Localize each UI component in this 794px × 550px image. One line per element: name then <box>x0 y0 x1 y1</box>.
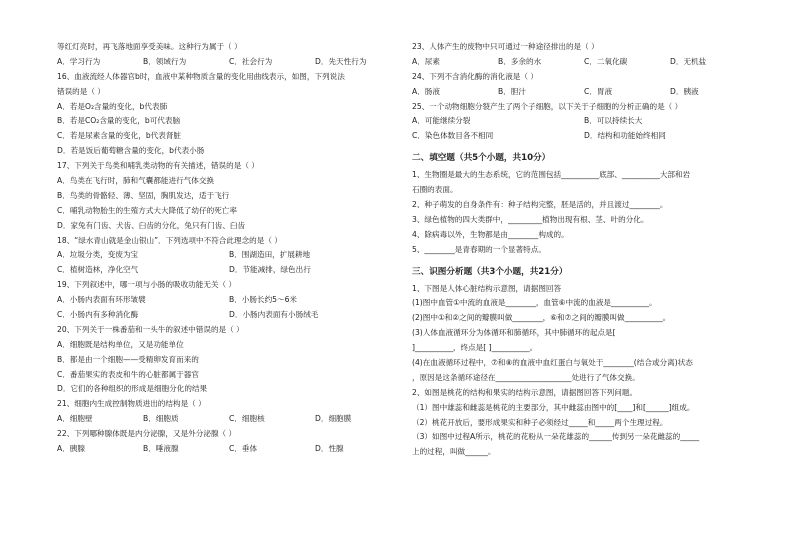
answer-option: D．细胞膜 <box>315 414 352 424</box>
question-line: (3)人体血液循环分为体循环和肺循环，其中肺循环的起点是[ <box>412 328 616 338</box>
answer-option: C．胃液 <box>584 86 613 96</box>
answer-option: C．染色体数目各不相同 <box>412 131 494 141</box>
answer-option: A．学习行为 <box>57 56 101 66</box>
question-line: 3、绿色植物的四大类群中，_________植物出现有根、茎、叶的分化。 <box>412 214 649 224</box>
section-heading: 三、识图分析题（共3个小题，共21分） <box>412 266 568 277</box>
options-row <box>57 55 402 70</box>
options-row <box>57 293 402 308</box>
question-line: C．哺乳动物胎生的生殖方式大大降低了幼仔的死亡率 <box>57 205 237 215</box>
question-line: A．细胞既是结构单位，又是功能单位 <box>57 339 184 349</box>
options-row <box>412 85 757 100</box>
right-column <box>412 40 757 460</box>
question-line: ]__________，终点是[ ]__________。 <box>412 343 538 353</box>
answer-option: A．胰腺 <box>57 444 85 454</box>
question-line: D．家兔有门齿、犬齿、臼齿的分化，兔只有门齿、臼齿 <box>57 220 246 230</box>
question-line: 21、细胞内生成控制物质进出的结构是（ ） <box>57 399 206 409</box>
question-line: B．鸟类的骨骼轻、薄、坚固，胸肌发达，适于飞行 <box>57 190 230 200</box>
answer-option: D．小肠内表面有小肠绒毛 <box>229 310 319 320</box>
answer-option: D．先天性行为 <box>315 56 367 66</box>
question-line: 23、人体产生的废物中只可通过一种途径排出的是（ ） <box>412 42 599 51</box>
question-line: C．番茄果实的表皮和牛的心脏都属于器官 <box>57 369 199 379</box>
answer-option: A．可能继续分裂 <box>412 116 471 126</box>
options-row <box>57 248 402 263</box>
answer-option: B．围湖造田，扩展耕地 <box>229 250 311 260</box>
answer-option: B．小肠长约5～6米 <box>229 295 298 305</box>
options-row <box>412 129 757 144</box>
question-line: 1、生物圈是最大的生态系统，它的范围包括__________底部、__________大部和岩 <box>412 170 691 180</box>
question-line: 17、下列关于鸟类和哺乳类动物的有关描述，错误的是（ ） <box>57 161 259 171</box>
answer-option: D．无机盐 <box>670 56 707 66</box>
options-row <box>412 55 757 70</box>
options-row <box>412 114 757 129</box>
answer-option: C．社会行为 <box>229 56 273 66</box>
answer-option: C．细胞核 <box>229 414 265 424</box>
question-line: 18、“绿水青山就是金山银山”．下列选项中不符合此理念的是（ ） <box>57 235 282 245</box>
question-line: 2、如图是桃花的结构和果实的结构示意图，请据图回答下列问题。 <box>412 387 638 397</box>
question-line: A．若是O₂含量的变化，b代表肺 <box>57 101 168 111</box>
question-line: C．若是尿素含量的变化，b代表肾脏 <box>57 131 182 141</box>
answer-option: B．领域行为 <box>143 56 187 66</box>
question-line: 石圈的表面。 <box>412 185 458 195</box>
answer-option: B．胆汁 <box>498 86 526 96</box>
answer-option: C．二氧化碳 <box>584 56 628 66</box>
answer-option: A．小肠内表面有环形皱襞 <box>57 295 146 305</box>
options-row <box>57 308 402 323</box>
answer-option: D．胰液 <box>670 86 699 96</box>
question-line: 上的过程，叫做______。 <box>412 447 496 457</box>
question-line: (2)图中①和②之间的瓣膜叫做________，⑥和⑦之间的瓣膜叫做__________。 <box>412 313 671 323</box>
question-line: D．若是饭后葡萄糖含量的变化，b代表小肠 <box>57 146 205 156</box>
answer-option: B．细胞质 <box>143 414 179 424</box>
question-line: B．若是CO₂含量的变化，b可代表脑 <box>57 116 181 126</box>
question-line: （1）图中雄蕊和雌蕊是桃花的主要部分，其中雌蕊由图中的[____]和[______]组成。 <box>412 402 695 412</box>
answer-option: B．可以持续长大 <box>584 116 643 126</box>
question-line: 16、血液流经人体器官b时，血液中某种物质含量的变化用曲线表示，如图，下列说法 <box>57 71 345 81</box>
question-line: 5、________是青春期的一个显著特点。 <box>412 244 546 254</box>
question-line: A．鸟类在飞行时，肺和气囊都能进行气体交换 <box>57 176 215 186</box>
answer-option: B．唾液腺 <box>143 444 179 454</box>
question-line: （3）如图中过程A所示，桃花的花粉从一朵花雄蕊的______传到另一朵花雌蕊的_____ <box>412 432 700 442</box>
question-line: 2、种子萌发的自身条件有：种子结构完整，胚是活的，并且渡过________。 <box>412 200 668 210</box>
question-line: ，原因是这条循环途径在____________________处进行了气体交换。 <box>412 372 640 382</box>
answer-option: A．细胞壁 <box>57 414 93 424</box>
left-column <box>57 40 402 457</box>
question-line: 1、下图是人体心脏结构示意图，请据图回答 <box>412 283 562 293</box>
answer-option: D．结构和功能始终相同 <box>584 131 666 141</box>
answer-option: D．节能减排，绿色出行 <box>229 265 311 275</box>
section-heading: 二、填空题（共5个小题，共10分） <box>412 153 551 164</box>
question-line: (4)在血液循环过程中，⑦和⑧的血液中血红蛋白与氧处于________(结合或分离)状态 <box>412 358 693 368</box>
question-line: 错误的是（ ） <box>57 86 105 96</box>
question-line: D．它们的各种组织的形成是细胞分化的结果 <box>57 384 208 394</box>
answer-option: C．小肠内有多种消化酶 <box>57 310 139 320</box>
question-line: (1)图中血管①中流的血液是________，血管⑥中流的血液是__________。 <box>412 298 657 308</box>
question-line: 25、一个动物细胞分裂产生了两个子细胞，以下关于子细胞的分析正确的是（ ） <box>412 101 683 111</box>
question-line: 等红灯亮时，再飞落地面享受美味。这种行为属于（ ） <box>57 42 242 51</box>
question-line: 20、下列关于一株番茄和一头牛的叙述中错误的是（ ） <box>57 324 244 334</box>
answer-option: C．植树造林，净化空气 <box>57 265 139 275</box>
options-row <box>57 442 402 457</box>
options-row <box>57 263 402 278</box>
answer-option: A．垃圾分类，变废为宝 <box>57 250 139 260</box>
question-line: B．都是由一个细胞——受精卵发育而来的 <box>57 354 199 364</box>
question-line: 24、下列不含消化酶的消化液是（ ） <box>412 71 538 81</box>
answer-option: A．尿素 <box>412 56 440 66</box>
answer-option: D．性腺 <box>315 444 344 454</box>
question-line: 22、下列哪种腺体既是内分泌腺，又是外分泌腺（ ） <box>57 429 237 439</box>
question-line: 19、下列叙述中，哪一项与小肠的吸收功能无关（ ） <box>57 280 237 290</box>
answer-option: C．垂体 <box>229 444 258 454</box>
answer-option: A．肠液 <box>412 86 440 96</box>
answer-option: B．多余的水 <box>498 56 542 66</box>
options-row <box>57 412 402 427</box>
question-line: 4、除病毒以外，生物都是由________构成的。 <box>412 229 569 239</box>
question-line: （2）桃花开放后，要形成果实和种子必须经过_____和_____两个生理过程。 <box>412 417 668 427</box>
